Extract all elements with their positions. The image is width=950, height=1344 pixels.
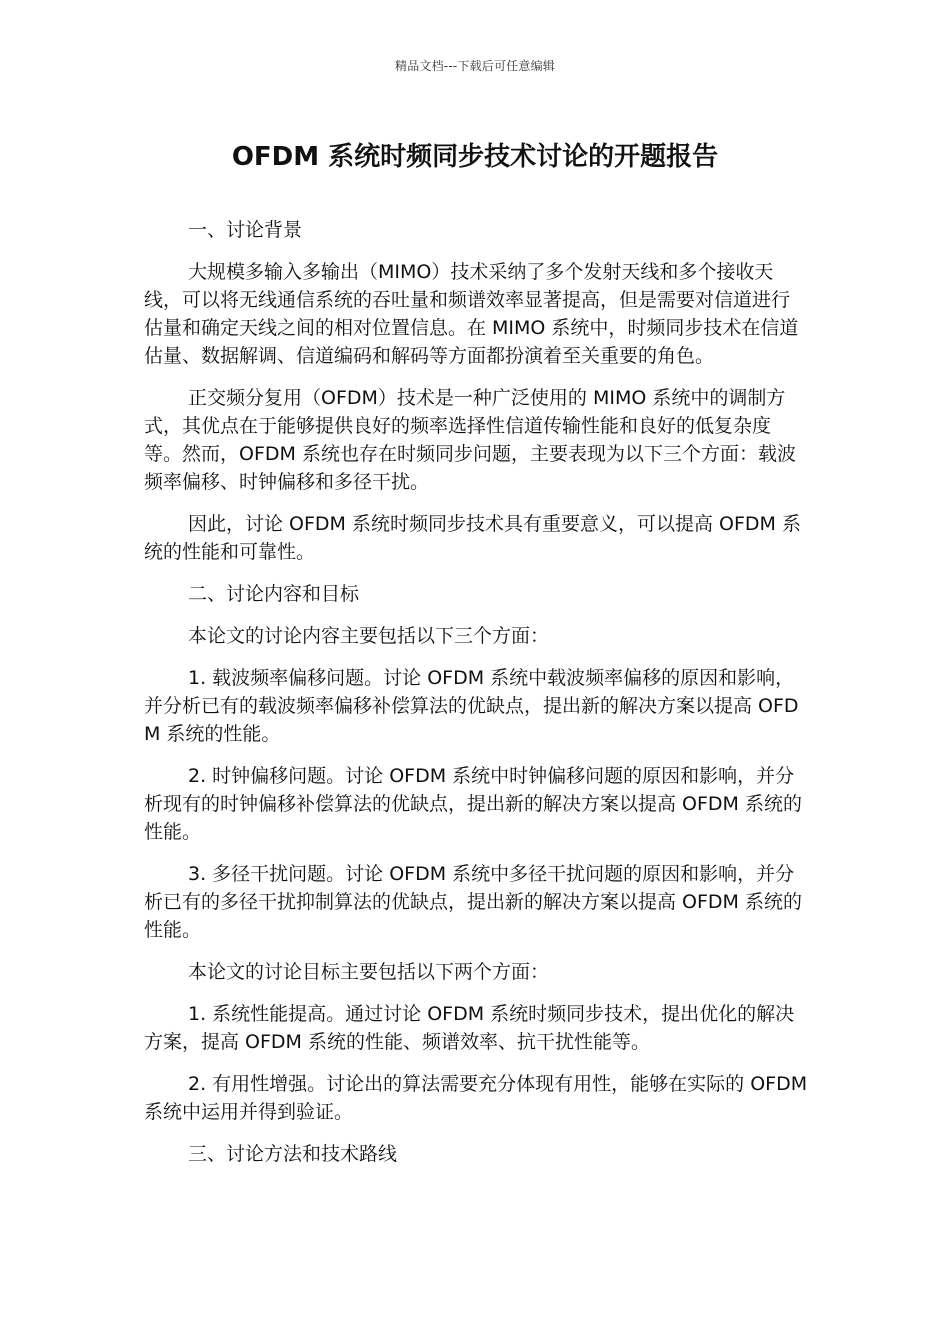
- section-heading-content-goals: 二、讨论内容和目标: [188, 583, 360, 605]
- paragraph-ofdm-intro: 正交频分复用（OFDM）技术是一种广泛使用的 MIMO 系统中的调制方式，其优点在于能够提供良好的频率选择性信道传输性能和良好的低复杂度等。然而，OFDM 系统也存在时频同步问题，主要表现为以下三个方面：载波频率偏移、时钟偏移和多径干扰。: [144, 387, 796, 493]
- list-item-usability: 2. 有用性增强。讨论出的算法需要充分体现有用性，能够在实际的 OFDM 系统中运用并得到验证。: [144, 1073, 808, 1123]
- paragraph-content-intro: 本论文的讨论内容主要包括以下三个方面：: [188, 625, 550, 647]
- document-body: [144, 216, 808, 1182]
- paragraph-mimo-intro: 大规模多输入多输出（MIMO）技术采纳了多个发射天线和多个接收天线，可以将无线通信系统的吞吐量和频谱效率显著提高，但是需要对信道进行估量和确定天线之间的相对位置信息。在 MIMO 系统中，时频同步技术在信道估量、数据解调、信道编码和解码等方面都扮演着至关重要的角色。: [144, 261, 799, 367]
- list-item-clock-offset: 2. 时钟偏移问题。讨论 OFDM 系统中时钟偏移问题的原因和影响，并分析现有的时钟偏移补偿算法的优缺点，提出新的解决方案以提高 OFDM 系统的性能。: [144, 765, 802, 843]
- list-item-cfo: 1. 载波频率偏移问题。讨论 OFDM 系统中载波频率偏移的原因和影响，并分析已有的载波频率偏移补偿算法的优缺点，提出新的解决方案以提高 OFDM 系统的性能。: [144, 667, 799, 745]
- paragraph-significance: 因此，讨论 OFDM 系统时频同步技术具有重要意义，可以提高 OFDM 系统的性能和可靠性。: [144, 513, 801, 563]
- document-title: OFDM 系统时频同步技术讨论的开题报告: [231, 142, 719, 172]
- section-heading-background: 一、讨论背景: [188, 219, 303, 241]
- list-item-multipath: 3. 多径干扰问题。讨论 OFDM 系统中多径干扰问题的原因和影响，并分析已有的多径干扰抑制算法的优缺点，提出新的解决方案以提高 OFDM 系统的性能。: [144, 863, 802, 941]
- header-note: 精品文档---下载后可任意编辑: [395, 59, 555, 73]
- list-item-performance: 1. 系统性能提高。通过讨论 OFDM 系统时频同步技术，提出优化的解决方案，提高 OFDM 系统的性能、频谱效率、抗干扰性能等。: [144, 1003, 795, 1053]
- paragraph-goals-intro: 本论文的讨论目标主要包括以下两个方面：: [188, 961, 550, 983]
- section-heading-methods: 三、讨论方法和技术路线: [188, 1143, 398, 1165]
